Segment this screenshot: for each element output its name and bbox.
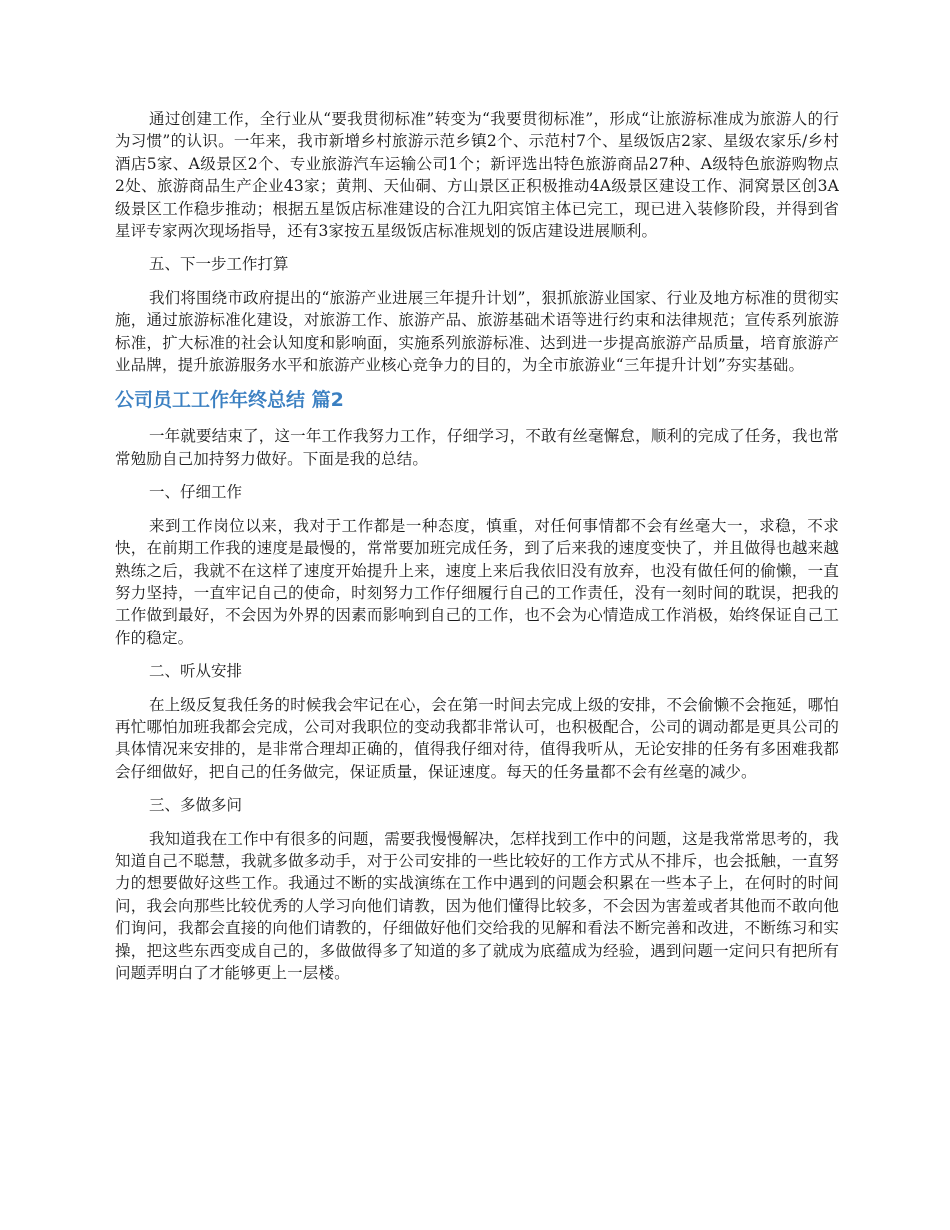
paragraph: 在上级反复我任务的时候我会牢记在心，会在第一时间去完成上级的安排，不会偷懒不会拖延，哪怕再忙哪怕加班我都会完成，公司对我职位的变动我都非常认可，也积极配合，公司的调动都是更具公司的具体情况来安排的，是非常合理却正确的，值得我仔细对待，值得我听从，无论安排的任务有多困难我都会仔细做好，把自己的任务做完，保证质量，保证速度。每天的任务量都不会有丝毫的减少。: [115, 695, 839, 781]
section-title: 公司员工工作年终总结 篇2: [115, 389, 344, 412]
paragraph: 一年就要结束了，这一年工作我努力工作，仔细学习，不敢有丝毫懈怠，顺利的完成了任务，我也常常勉励自己加持努力做好。下面是我的总结。: [115, 427, 839, 468]
document-body: [115, 108, 839, 995]
paragraph: 通过创建工作，全行业从“要我贯彻标准”转变为“我要贯彻标准”，形成“让旅游标准成为旅游人的行为习惯”的认识。一年来，我市新增乡村旅游示范乡镇2个、示范村7个、星级饭店2家、星级农家乐/乡村酒店5家、A级景区2个、专业旅游汽车运输公司1个；新评选出特色旅游商品27种、A级特色旅游购物点2处、旅游商品生产企业43家；黄荆、天仙硐、方山景区正积极推动4A级景区建设工作、洞窝景区创3A级景区工作稳步推动；根据五星饭店标准建设的合江九阳宾馆主体已完工，现已进入装修阶段，并得到省星评专家两次现场指导，还有3家按五星级饭店标准规划的饭店建设进展顺利。: [115, 110, 839, 241]
section-item-heading: 五、下一步工作打算: [149, 255, 289, 274]
paragraph: 我知道我在工作中有很多的问题，需要我慢慢解决，怎样找到工作中的问题，这是我常常思考的，我知道自己不聪慧，我就多做多动手，对于公司安排的一些比较好的工作方式从不排斥，也会抵触，一直努力的想要做好这些工作。我通过不断的实战演练在工作中遇到的问题会积累在一些本子上，在何时的时间问，我会向那些比较优秀的人学习向他们请教，因为他们懂得比较多，不会因为害羞或者其他而不敢向他们询问，我都会直接的向他们请教的，仔细做好他们交给我的见解和看法不断完善和改进，不断练习和实操，把这些东西变成自己的，多做做得多了知道的多了就成为底蕴成为经验，遇到问题一定问只有把所有问题弄明白了才能够更上一层楼。: [115, 829, 839, 982]
paragraph: 来到工作岗位以来，我对于工作都是一种态度，慎重，对任何事情都不会有丝毫大一，求稳，不求快，在前期工作我的速度是最慢的，常常要加班完成任务，到了后来我的速度变快了，并且做得也越来越熟练之后，我就不在这样了速度开始提升上来，速度上来后我依旧没有放弃，也没有做任何的偷懒，一直努力坚持，一直牢记自己的使命，时刻努力工作仔细履行自己的工作责任，没有一刻时间的耽误，把我的工作做到最好，不会因为外界的因素而影响到自己的工作，也不会为心情造成工作消极，始终保证自己工作的稳定。: [115, 516, 839, 647]
section-item-heading: 一、仔细工作: [149, 483, 243, 502]
section-item-heading: 三、多做多问: [149, 796, 243, 815]
section-item-heading: 二、听从安排: [149, 662, 243, 681]
paragraph: 我们将围绕市政府提出的“旅游产业进展三年提升计划”，狠抓旅游业国家、行业及地方标准的贯彻实施，通过旅游标准化建设，对旅游工作、旅游产品、旅游基础术语等进行约束和法律规范；宣传系列旅游标准，扩大标准的社会认知度和影响面，实施系列旅游标准、达到进一步提高旅游产品质量，培育旅游产业品牌，提升旅游服务水平和旅游产业核心竞争力的目的，为全市旅游业“三年提升计划”夯实基础。: [115, 288, 839, 375]
